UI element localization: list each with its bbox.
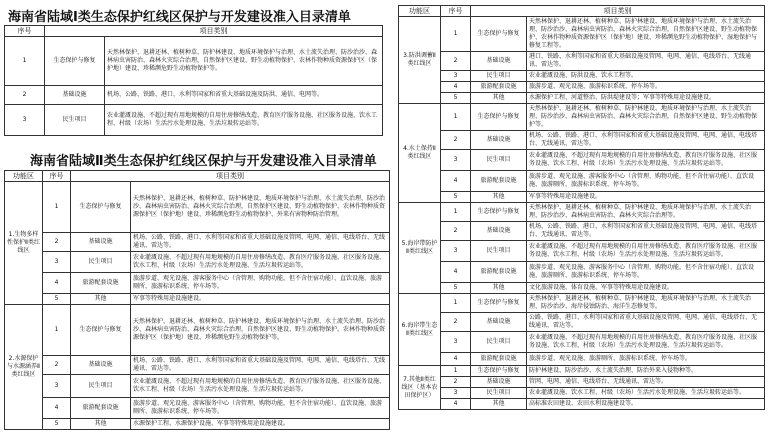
header-seq: 序号 (441, 6, 471, 17)
row-seq: 2 (441, 52, 471, 71)
table-row (399, 262, 765, 283)
zone-label: 2.水源保护与水源涵养Ⅱ类红线区 (5, 305, 43, 430)
table-row (399, 241, 765, 262)
row-content: 农业灌溉设施、不超过现有用地规模的自用住房修缮改造、教育医疗服务设施、社区服务设施、饮水工程、村级（农场）生活污水处理设施、生活垃圾转运站等。 (527, 241, 765, 262)
row-seq: 2 (5, 86, 45, 105)
row-category-name: 旅游配套设施 (71, 398, 131, 419)
row-content: 港口、铁路、水利等国家和省重大基础设施及管网、电网、通信、电线塔台、无线通讯、雷达等。 (527, 52, 765, 71)
row-seq: 1 (43, 182, 71, 233)
row-category-name: 基础设施 (71, 356, 131, 375)
row-seq: 3 (5, 105, 45, 136)
row-content: 机场、公路、铁路、港口、水利等国家和省重大基础设施及管网、电网、通信、电线塔台、无线通讯、雷达等。 (131, 233, 390, 252)
zone-label: 7.其他Ⅱ类红线区（基本农田保护区） (399, 366, 441, 410)
row-content: 军事等特殊用途设施建设。 (527, 192, 765, 203)
row-category-name: 旅游配套设施 (471, 262, 527, 283)
row-category-name: 民生项目 (471, 388, 527, 399)
row-content: 天然林保护、退耕还林、植树种草、防护林建设、地质环境保护与治理、水土流失治理、防沙治沙、森林病虫害防治、森林火灾综合治理，自然保护区建设、野生动植物保护、农林作物种质资源保护区（保护地）建设、珍稀濒危野生动植物保护、湿地保护与修复工程等。 (527, 17, 765, 52)
table-row (399, 366, 765, 377)
header-seq: 序号 (43, 171, 71, 182)
table-row (399, 150, 765, 171)
row-category-name: 其他 (471, 399, 527, 410)
row-category-name: 民生项目 (471, 241, 527, 262)
zone-label: 1.生物多样性保护Ⅱ类红线区 (5, 182, 43, 305)
row-category-name: 生态保护与修复 (471, 294, 527, 313)
row-content: 水源保护工程、水源保护设施、军事等特殊用途设施建设。 (131, 419, 390, 430)
table-row (399, 171, 765, 192)
table-row (5, 233, 390, 252)
row-content: 天然林保护、退耕还林、植树种草、防护林建设、地质环境保护与治理、水土流失治理、防沙治沙、海岸侵蚀防治、海洋生态修复等。 (527, 294, 765, 313)
table-row (399, 388, 765, 399)
row-seq: 5 (43, 419, 71, 430)
row-content: 旅游步道、观光设施、旅游标识系统、停车场等。 (527, 82, 765, 93)
row-category-name: 旅游配套设施 (471, 353, 527, 366)
row-category-name: 其他 (71, 294, 131, 305)
row-category-name: 基础设施 (471, 222, 527, 241)
row-content: 防护林建设、防沙治沙、水土流失治理、防治外来入侵物种等。 (527, 366, 765, 377)
table-row (399, 93, 765, 104)
table-row (5, 398, 390, 419)
header-seq: 序号 (5, 26, 45, 37)
row-category-name: 生态保护与修复 (45, 37, 105, 86)
row-content: 天然林保护、退耕还林、植树种草、防护林建设、地质环境保护与治理、水土流失治理、防沙治沙、森林病虫害防治、森林火灾综合治理，自然保护区建设、野生动植物保护等。 (527, 104, 765, 131)
row-category-name: 基础设施 (45, 86, 105, 105)
row-seq: 1 (441, 17, 471, 52)
row-category-name: 生态保护与修复 (471, 104, 527, 131)
table-row (5, 305, 390, 356)
row-category-name: 其他 (471, 93, 527, 104)
table3 (398, 5, 765, 410)
row-content: 水源保护工程、河道整治、防洪堤建设等；军事等特殊用途设施建设。 (527, 93, 765, 104)
table-row (399, 222, 765, 241)
table-row (5, 105, 383, 136)
row-seq: 1 (441, 203, 471, 222)
row-seq: 3 (441, 71, 471, 82)
row-seq: 5 (441, 283, 471, 294)
row-category-name: 生态保护与修复 (471, 366, 527, 377)
row-content: 旅游步道、观光设施、游客服务中心（含管理、购物功能，但不含住宿功能）、直饮设施、旅游厕所、旅游标识系统、停车场等。 (131, 273, 390, 294)
row-category-name: 旅游配套设施 (71, 273, 131, 294)
row-category-name: 民生项目 (471, 332, 527, 353)
table-row (399, 332, 765, 353)
row-content: 旅游步道、观光设施、游客服务中心（含管理、购物功能，但不含住宿功能）、直饮设施、旅游厕所、旅游标识系统、停车场等。 (131, 398, 390, 419)
row-category-name: 其他 (471, 192, 527, 203)
row-seq: 3 (43, 375, 71, 398)
table-row (5, 419, 390, 430)
row-seq: 3 (441, 241, 471, 262)
row-category-name: 旅游配套设施 (471, 82, 527, 93)
row-seq: 4 (441, 82, 471, 93)
table-row (399, 283, 765, 294)
table-row (399, 377, 765, 388)
row-category-name: 民生项目 (71, 252, 131, 273)
table-row (399, 131, 765, 150)
row-content: 机场、公路、铁路、港口、水利等国家和省重大基础设施及防洪、通信、电网等。 (105, 86, 383, 105)
row-seq: 4 (441, 353, 471, 366)
row-content: 机场、公路、铁路、港口、水利等国家和省重大基础设施及管网、电网、通信、电线塔台、无线通讯、雷达等。 (131, 356, 390, 375)
table-row (399, 353, 765, 366)
row-seq: 2 (441, 131, 471, 150)
row-seq: 2 (441, 377, 471, 388)
row-content: 旅游步道、观光设施、游客服务中心（含管理、购物功能，但不含住宿功能）、直饮设施、旅游厕所、旅游标识系统、停车场等。 (527, 171, 765, 192)
row-category-name: 生态保护与修复 (471, 203, 527, 222)
row-seq: 1 (43, 305, 71, 356)
table-row (5, 294, 390, 305)
row-category-name: 旅游配套设施 (471, 171, 527, 192)
row-seq: 3 (441, 150, 471, 171)
row-content: 天然林保护、退耕还林、植树种草、防护林建设、地质环境保护与治理、水土流失治理、防沙治沙、森林病虫害防治、森林火灾综合治理，自然保护区建设、野生动植物保护、农林作物种质资源保护区（保护地）建设、珍稀濒危野生动植物保护、外来有害物种防治管理。 (131, 182, 390, 233)
row-content: 农业灌溉设施、不超过现有用地规模的自用住房修缮改造、教育医疗服务设施、社区服务设施、饮水工程、村级（农场）生活污水处理设施、生活垃圾转运站等。 (131, 252, 390, 273)
row-content: 管网、电网、通信、电线塔台、无线通讯、雷达等。 (527, 377, 765, 388)
row-category-name: 生态保护与修复 (71, 182, 131, 233)
row-seq: 3 (441, 332, 471, 353)
row-content: 高标准农田建设、农田水利设施建设等。 (527, 399, 765, 410)
row-content: 天然林保护、退耕还林、植树种草、防护林建设、地质环境保护与治理、水土流失治理、防沙治沙、森林病虫害防治、森林火灾综合治理，自然保护区建设、野生动植物保护、农林作物种质资源保护区（保护地）建设、珍稀濒危野生动植物保护等。 (105, 37, 383, 86)
table-row (5, 37, 383, 86)
row-content: 农业灌溉设施、饮水工程、村级（农场）生活污水处理设施、生活垃圾转运站等。 (527, 388, 765, 399)
row-category-name: 基础设施 (71, 233, 131, 252)
table-row (399, 17, 765, 52)
row-seq: 2 (43, 233, 71, 252)
table-row (399, 313, 765, 332)
table-row (399, 203, 765, 222)
row-seq: 2 (441, 313, 471, 332)
table2-title: 海南省陆域Ⅱ类生态保护红线区保护与开发建设准入目录清单 (30, 154, 377, 169)
row-category-name: 基础设施 (471, 313, 527, 332)
row-seq: 4 (43, 398, 71, 419)
table-row (399, 71, 765, 82)
row-category-name: 基础设施 (471, 131, 527, 150)
row-seq: 4 (441, 262, 471, 283)
row-seq: 1 (5, 37, 45, 86)
table-row (399, 52, 765, 71)
row-content: 公路、铁路、港口、水利等国家和省重大基础设施及管网、电网、通信、电线塔台、无线通讯、雷达等。 (527, 313, 765, 332)
table-row (5, 252, 390, 273)
zone-label: 6.海岸带生态Ⅱ类红线区 (399, 294, 441, 366)
row-seq: 1 (441, 294, 471, 313)
row-seq: 3 (43, 252, 71, 273)
table-row (5, 273, 390, 294)
row-seq: 5 (441, 93, 471, 104)
row-seq: 5 (441, 192, 471, 203)
row-category-name: 基础设施 (471, 377, 527, 388)
row-content: 旅游步道、观光设施、旅游厕所、旅游标识系统、停车场等。 (527, 353, 765, 366)
row-content: 机场、公路、铁路、港口、水利等国家和省重大基础设施及管网、电网、通信、电线塔台、无线通讯、雷达等。 (527, 131, 765, 150)
row-content: 军事等特殊用途设施建设。 (131, 294, 390, 305)
header-zone: 功能区 (399, 6, 441, 17)
row-content: 农业灌溉设施、不超过现有用地规模的自用住房修缮改造、教育医疗服务设施、社区服务设施、饮水工程、村级（农场）生活污水处理设施、生活垃圾转运站等。 (105, 105, 383, 136)
row-category-name: 民生项目 (71, 375, 131, 398)
table-row (5, 375, 390, 398)
row-content: 农业灌溉设施、不超过现有用地规模的自用住房修缮改造、教育医疗服务设施、社区服务设施、饮水工程、村级（农场）生活污水处理设施、生活垃圾转运站等。 (527, 332, 765, 353)
table-row (399, 192, 765, 203)
row-seq: 5 (43, 294, 71, 305)
header-category: 项目类别 (71, 171, 390, 182)
row-category-name: 民生项目 (45, 105, 105, 136)
row-category-name: 生态保护与修复 (71, 305, 131, 356)
row-category-name: 民生项目 (471, 71, 527, 82)
table-row (399, 294, 765, 313)
zone-label: 5.海岸带防护Ⅱ类红线区 (399, 203, 441, 294)
row-content: 机场、公路、铁路、港口、水利等国家和省重大基础设施及管网、电网、通信、电线塔台、无线通讯、雷达等。 (527, 222, 765, 241)
row-category-name: 基础设施 (471, 52, 527, 71)
row-seq: 4 (441, 399, 471, 410)
table1 (4, 25, 383, 136)
row-seq: 2 (43, 356, 71, 375)
row-content: 文化旅游设施、体育设施、军事等特殊用途设施建设。 (527, 283, 765, 294)
table-row (5, 356, 390, 375)
row-content: 农业灌溉设施、不超过现有用地规模的自用住房修缮改造、教育医疗服务设施、社区服务设施、饮水工程、村级（农场）生活污水处理设施、生活垃圾转运站等。 (131, 375, 390, 398)
header-zone: 功能区 (5, 171, 43, 182)
zone-label: 3.防洪调蓄Ⅱ类红线区 (399, 17, 441, 104)
row-content: 农业灌溉设施、防洪设施、饮水工程等。 (527, 71, 765, 82)
header-category: 项目类别 (471, 6, 765, 17)
table1-title: 海南省陆域Ⅰ类生态保护红线区保护与开发建设准入目录清单 (8, 10, 351, 25)
table-row (399, 104, 765, 131)
table-row (5, 86, 383, 105)
row-category-name: 生态保护与修复 (471, 17, 527, 52)
row-seq: 3 (441, 388, 471, 399)
zone-label: 4.水土保持Ⅱ类红线区 (399, 104, 441, 203)
row-seq: 2 (441, 222, 471, 241)
table-row (5, 182, 390, 233)
row-seq: 4 (441, 171, 471, 192)
row-seq: 4 (43, 273, 71, 294)
row-content: 天然林保护、退耕还林、植树种草、防护林建设、地质环境保护与治理、水土流失治理、防沙治沙、森林病虫害防治、森林火灾综合治理等。 (527, 203, 765, 222)
row-category-name: 其他 (71, 419, 131, 430)
row-category-name: 其他 (471, 283, 527, 294)
row-seq: 1 (441, 366, 471, 377)
table-row (399, 82, 765, 93)
row-content: 农业灌溉设施、不超过现有用地规模的自用住房修缮改造、教育医疗服务设施、社区服务设施、饮水工程、村级（农场）生活污水处理设施、生活垃圾转运站等。 (527, 150, 765, 171)
header-category: 项目类别 (45, 26, 383, 37)
row-seq: 1 (441, 104, 471, 131)
row-content: 天然林保护、退耕还林、植树种草、防护林建设、地质环境保护与治理、水土流失治理、防沙治沙、森林病虫害防治、森林火灾综合治理，自然保护区建设、野生动植物保护、农林作物种质资源保护区（保护地）建设、珍稀濒危野生动植物保护等。 (131, 305, 390, 356)
row-category-name: 民生项目 (471, 150, 527, 171)
table-row (399, 399, 765, 410)
row-content: 旅游步道、观光设施、游客服务中心（含管理、购物功能，但不含住宿功能）、直饮设施、旅游厕所、旅游标识系统、停车场等。 (527, 262, 765, 283)
table2 (4, 170, 390, 430)
